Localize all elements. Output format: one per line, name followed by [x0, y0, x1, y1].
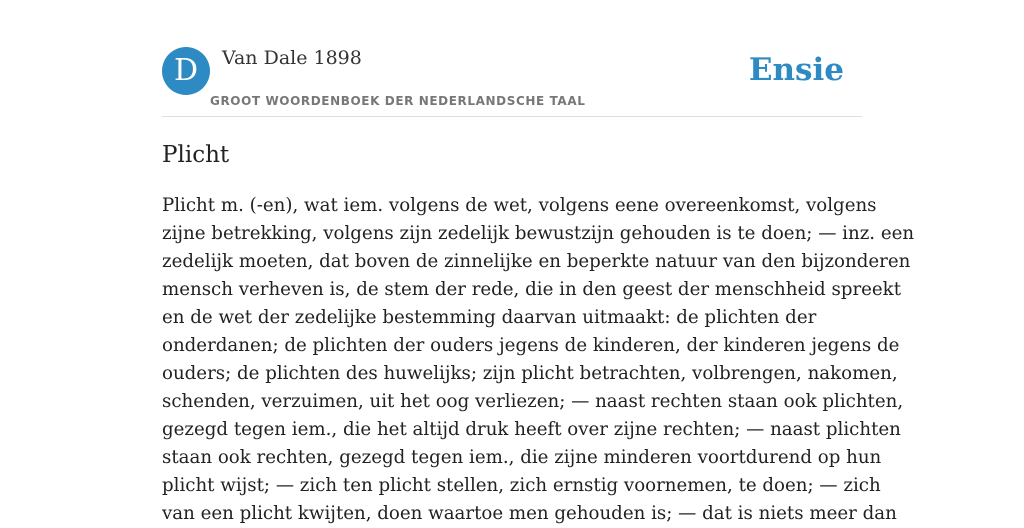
entry-definition — [162, 192, 915, 528]
ensie-brand-logo[interactable]: Ensie — [748, 52, 844, 88]
definition-line: zijne betrekking, volgens zijn zedelijk bewustzijn gehouden is te doen; — inz. een — [162, 223, 915, 244]
definition-line: staan ook rechten, gezegd tegen iem., die zijne minderen voortdurend op hun — [162, 447, 882, 468]
definition-line: plicht wijst; — zich ten plicht stellen, zich ernstig voornemen, te doen; — zich — [162, 475, 881, 496]
dictionary-title[interactable]: Van Dale 1898 — [222, 47, 362, 69]
dictionary-header — [162, 46, 862, 117]
definition-line: mensch verheven is, de stem der rede, die in den geest der menschheid spreekt — [162, 279, 902, 300]
definition-line: onderdanen; de plichten der ouders jegens de kinderen, der kinderen jegens de — [162, 335, 900, 356]
definition-line: en de wet der zedelijke bestemming daarvan uitmaakt: de plichten der — [162, 307, 817, 328]
dictionary-subtitle: GROOT WOORDENBOEK DER NEDERLANDSCHE TAAL — [210, 94, 586, 108]
definition-line: schenden, verzuimen, uit het oog verliezen; — naast rechten staan ook plichten, — [162, 391, 904, 412]
dictionary-logo-icon[interactable]: D — [162, 47, 210, 95]
definition-line: zedelijk moeten, dat boven de zinnelijke en beperkte natuur van den bijzonderen — [162, 251, 911, 272]
entry-title: Plicht — [162, 142, 230, 168]
definition-line: gezegd tegen iem., die het altijd druk heeft over zijne rechten; — naast plichten — [162, 419, 901, 440]
definition-line: Plicht m. (-en), wat iem. volgens de wet, volgens eene overeenkomst, volgens — [162, 195, 877, 216]
definition-line: van een plicht kwijten, doen waartoe men gehouden is; — dat is niets meer dan — [162, 503, 897, 524]
definition-line: ouders; de plichten des huwelijks; zijn plicht betrachten, volbrengen, nakomen, — [162, 363, 898, 384]
